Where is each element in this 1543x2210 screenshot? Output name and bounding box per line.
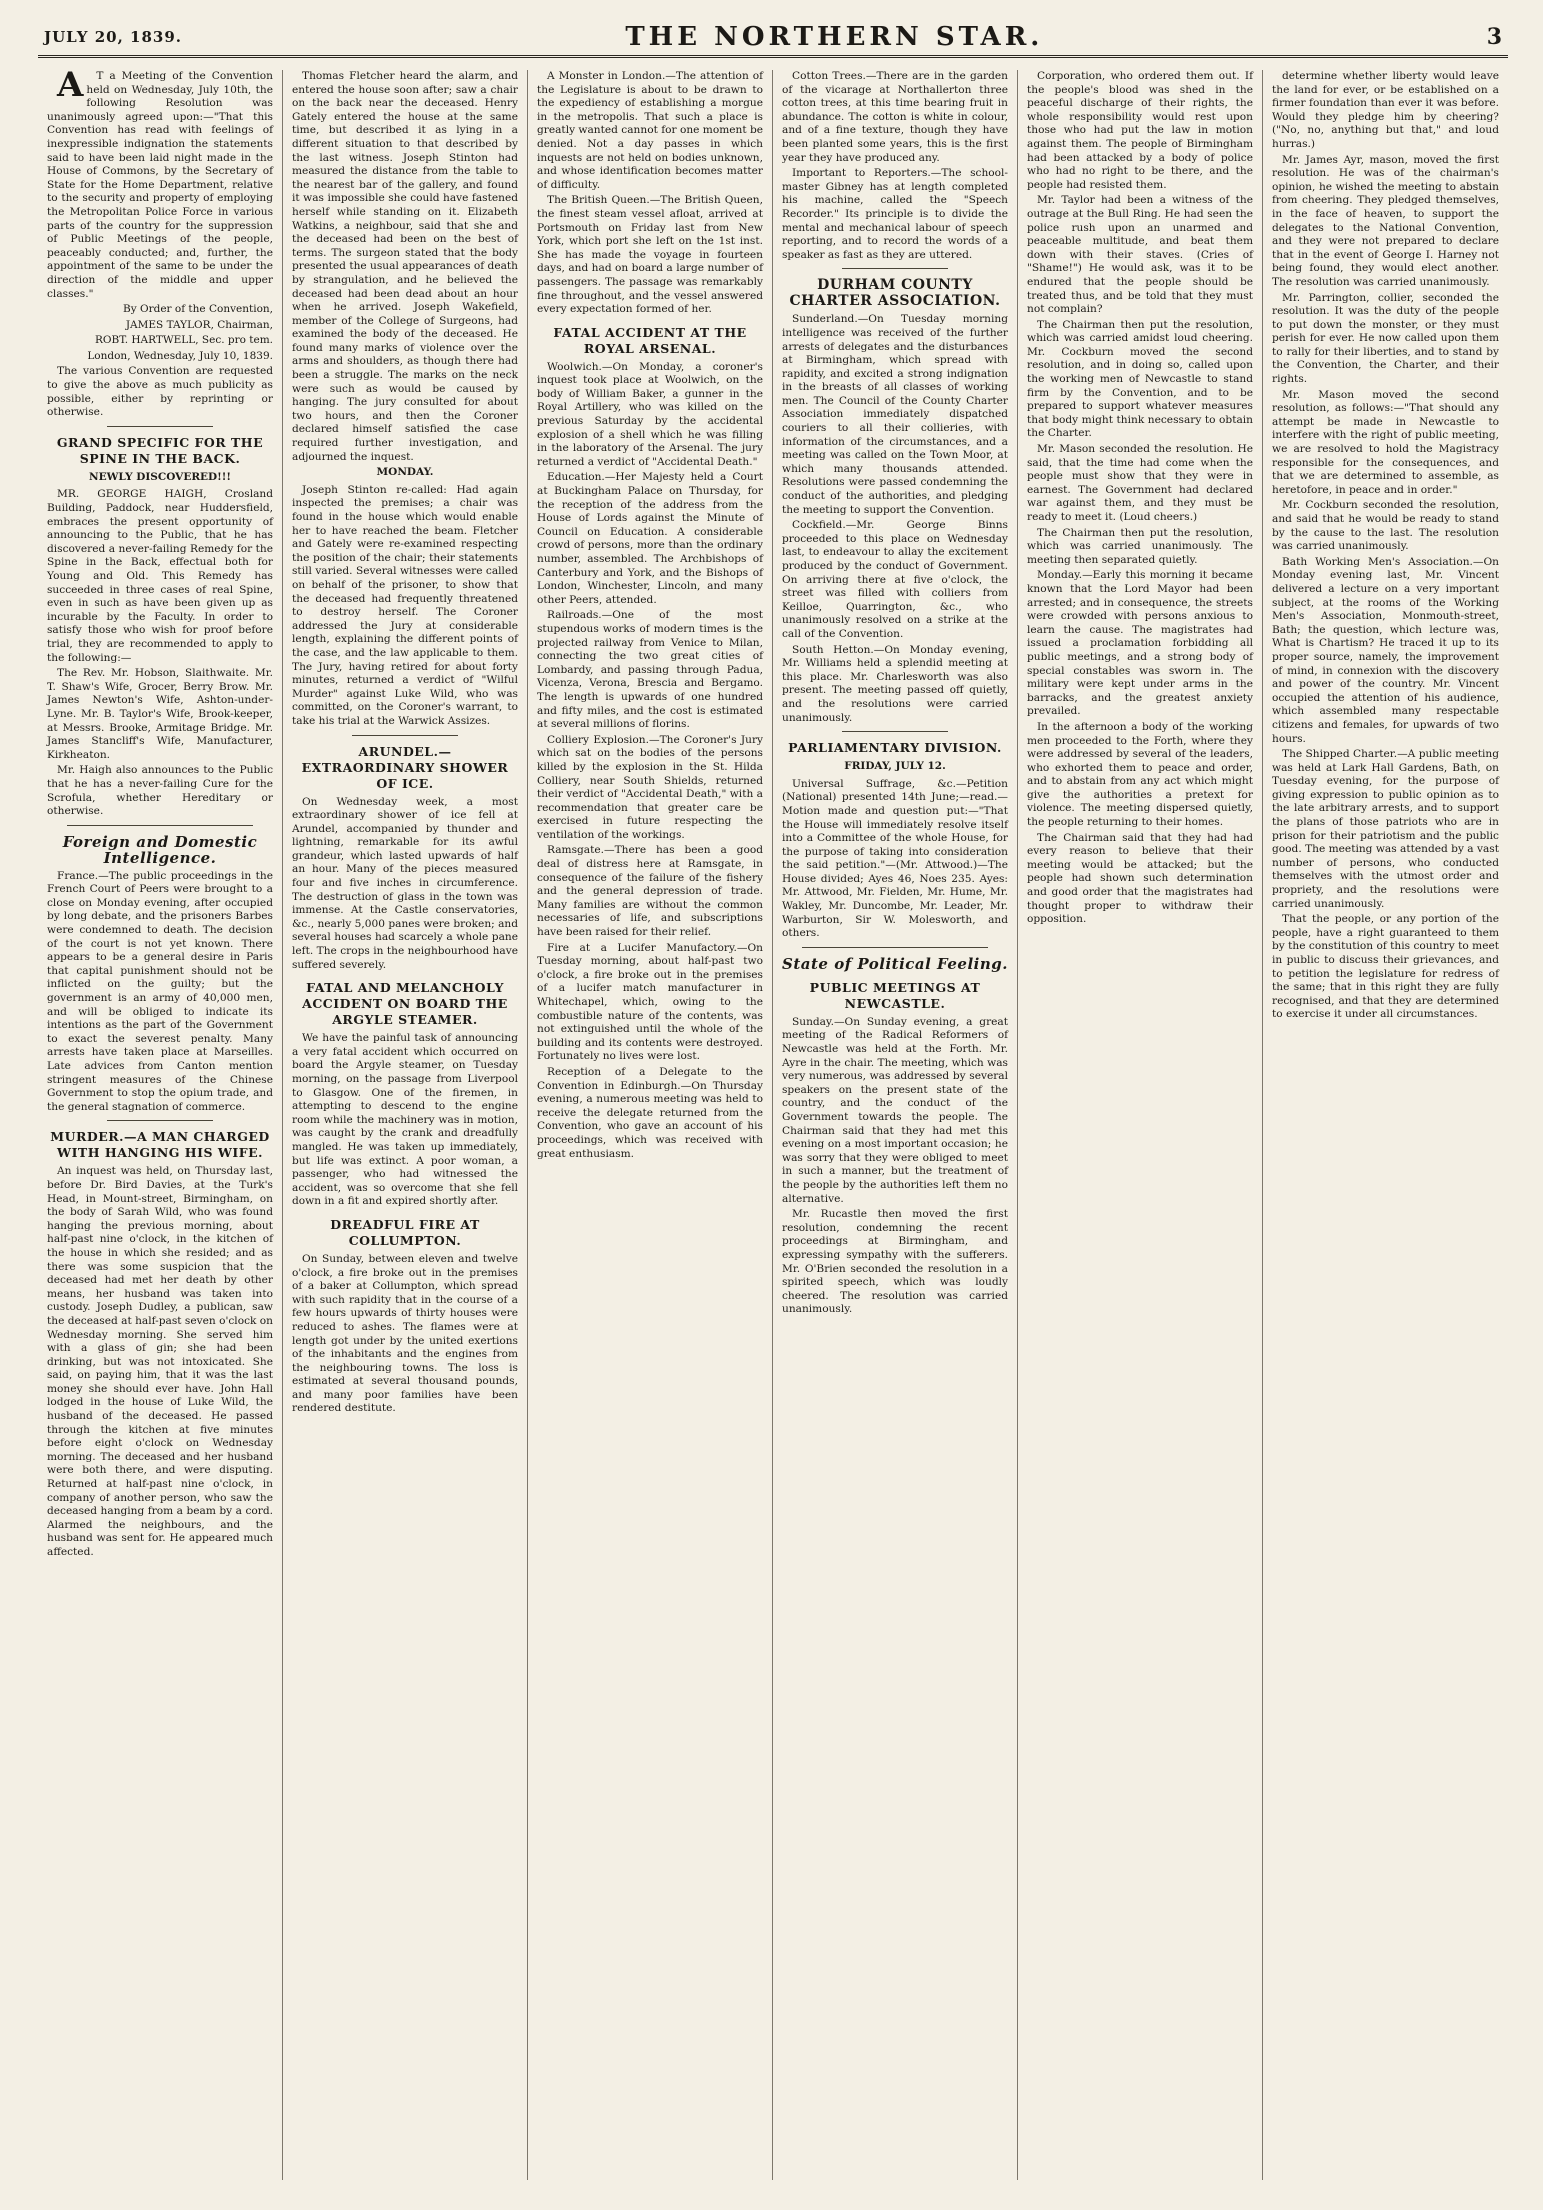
- signature-line: JAMES TAYLOR, Chairman,: [125, 318, 273, 331]
- page-number: 3: [1486, 23, 1502, 50]
- column-1: [38, 70, 283, 2180]
- column-6: [1263, 70, 1508, 2180]
- column-grid: [38, 70, 1508, 2180]
- headline: MURDER.—A MAN CHARGED WITH HANGING HIS WIFE.: [50, 1129, 270, 1161]
- article-text: Universal Suffrage, &c.—Petition (National) presented 14th June;—read.—Motion made and question put:—"That the House will immediately resolve itself into a Committee of the whole House, for the purpose of taking into consideration the said petition."—(Mr. Attwood.)—The House divided; Ayes 46, Noes 235. Ayes: Mr. Attwood, Mr. Fielden, Mr. Hume, Mr. Wakley, Mr. Duncombe, Mr. Leader, Mr. Warburton, Sir W. Molesworth, and others.: [782, 777, 1008, 940]
- article-text: On Wednesday week, a most extraordinary shower of ice fell at Arundel, accompanied by thunder and lightning, remarkable for its awful grandeur, which lasted upwards of half an hour. Many of the pieces measured four and five inches in circumference. The destruction of glass in the town was immense. At the Castle conservatories, &c., nearly 5,000 panes were broken; and several houses had scarcely a whole pane left. The crops in the neighbourhood have suffered severely.: [292, 795, 518, 971]
- article-text: On Sunday, between eleven and twelve o'clock, a fire broke out in the premises of a baker at Collumpton, which spread with such rapidity that in the course of a few hours upwards of thirty houses were reduced to ashes. The flames were at length got under by the united exertions of the inhabitants and the engines from the neighbouring towns. The loss is estimated at several thousand pounds, and many poor families have been rendered destitute.: [292, 1252, 518, 1415]
- section-headline: State of Political Feeling.: [782, 954, 1008, 973]
- headline: FATAL AND MELANCHOLY ACCIDENT ON BOARD THE ARGYLE STEAMER.: [302, 980, 508, 1028]
- subheadline: NEWLY DISCOVERED!!!: [89, 470, 231, 483]
- divider: [842, 731, 948, 732]
- article-text: Education.—Her Majesty held a Court at Buckingham Palace on Thursday, for the reception of the address from the House of Lords against the Minute of Council on Education. A considerable crowd of persons, more than the ordinary number, assembled. The Archbishops of Canterbury and York, and the Bishops of London, Winchester, Lincoln, and many other Peers, attended.: [537, 471, 763, 606]
- drop-cap: A: [57, 70, 84, 105]
- article-text: Mr. Cockburn seconded the resolution, and said that he would be ready to stand by the cause to the last. The resolution was carried unanimously.: [1272, 499, 1499, 553]
- article-text: A Monster in London.—The attention of the Legislature is about to be drawn to the expediency of establishing a morgue in the metropolis. That such a place is greatly wanted cannot for one moment be denied. Not a day passes in which inquests are not held on bodies unknown, and whose identification becomes matter of difficulty.: [537, 70, 764, 191]
- article-text: Woolwich.—On Monday, a coroner's inquest took place at Woolwich, on the body of William Baker, a gunner in the Royal Artillery, who was killed on the previous Saturday by the accidental explosion of a shell which he was filling in the laboratory of the Arsenal. The jury returned a verdict of "Accidental Death.": [537, 360, 763, 468]
- article-text: The Chairman then put the resolution, which was carried amidst loud cheering. Mr. Cockburn moved the second resolution, and in doing so, called upon the working men of Newcastle to stand firm by the Convention, and to be prepared to support whatever measures that body might think necessary to obtain the Charter.: [1027, 318, 1253, 440]
- article-text: The various Convention are requested to give the above as much publicity as possible, either by reprinting or otherwise.: [47, 365, 273, 419]
- divider: [107, 426, 213, 427]
- divider: [67, 825, 253, 826]
- article-text: Mr. Parrington, collier, seconded the resolution. It was the duty of the people to put down the monster, or they must perish for ever. He now called upon them to rally for their liberties, and to stand by the Convention, the Charter, and their rights.: [1272, 291, 1499, 386]
- article-text: Monday.—Early this morning it became known that the Lord Mayor had been arrested; and in consequence, the streets were crowded with persons anxious to learn the cause. The magistrates had issued a proclamation forbidding all public meetings, and a strong body of special constables was sworn in. The military were kept under arms in the barracks, and the greatest anxiety prevailed.: [1027, 569, 1253, 718]
- headline: ARUNDEL.—EXTRAORDINARY SHOWER OF ICE.: [301, 743, 509, 791]
- article-text: Mr. Mason seconded the resolution. He said, that the time had come when the people must show that they were in earnest. The Government had declared war against them, and they must be ready to meet it. (Loud cheers.): [1027, 443, 1253, 523]
- article-text: Sunderland.—On Tuesday morning intelligence was received of the further arrests of delegates and the disturbances at Birmingham, which spread with rapidity, and excited a strong indignation in the breasts of all classes of working men. The Council of the County Charter Association immediately dispatched couriers to all their collieries, with information of the circumstances, and a meeting was called on the Town Moor, at which many thousands attended. Resolutions were passed condemning the conduct of the authorities, and pledging the meeting to support the Convention.: [782, 313, 1008, 516]
- masthead: [38, 18, 1508, 58]
- article-text: Colliery Explosion.—The Coroner's Jury which sat on the bodies of the persons killed by the explosion in the St. Hilda Colliery, near South Shields, returned their verdict of "Accidental Death," with a recommendation that greater care be exercised in future respecting the ventilation of the workings.: [537, 733, 763, 841]
- advertisement-text: Mr. Haigh also announces to the Public that he has a never-failing Cure for the Scrofula, whether Hereditary or otherwise.: [47, 764, 273, 818]
- column-2: [283, 70, 528, 2180]
- divider: [842, 268, 948, 269]
- article-text: Mr. James Ayr, mason, moved the first resolution. He was of the chairman's opinion, he wished the meeting to abstain from cheering. They pledged themselves, in the face of heaven, to support the delegates to the National Convention, and they were not prepared to declare that in the event of George I. Harney not being found, they would elect another. The resolution was carried unanimously.: [1272, 153, 1499, 288]
- subheadline: FRIDAY, JULY 12.: [844, 760, 946, 773]
- article-text: Sunday.—On Sunday evening, a great meeting of the Radical Reformers of Newcastle was held at the Forth. Mr. Ayre in the chair. The meeting, which was very numerous, was addressed by several speakers on the present state of the country, and the conduct of the Government towards the people. The Chairman said that they had met this evening on a most important occasion; he was sorry that they were obliged to meet in such a manner, but the treatment of the people by the authorities left them no alternative.: [782, 1015, 1008, 1205]
- headline: PARLIAMENTARY DIVISION.: [788, 740, 1002, 756]
- signature-line: By Order of the Convention,: [122, 303, 273, 316]
- article-text: Mr. Mason moved the second resolution, as follows:—"That should any attempt be made in Newcastle to interfere with the right of public meeting, we are resolved to hold the Magistracy responsible for the consequences, and that we are determined to assemble, as heretofore, in peace and in order.": [1272, 388, 1499, 496]
- divider: [352, 735, 458, 736]
- article-text: determine whether liberty would leave the land for ever, or be established on a firmer foundation than ever it was before. Would they pledge him by cheering? ("No, no, anything but that," and loud hurras.): [1272, 70, 1499, 150]
- article-text: Mr. Rucastle then moved the first resolution, condemning the recent proceedings at Birmingham, and expressing sympathy with the sufferers. Mr. O'Brien seconded the resolution in a spirited speech, which was loudly cheered. The resolution was carried unanimously.: [782, 1208, 1008, 1316]
- section-headline: Foreign and Domestic Intelligence.: [62, 832, 258, 867]
- signature-line: London, Wednesday, July 10, 1839.: [87, 349, 273, 362]
- article-text: That the people, or any portion of the people, have a right guaranteed to them by the constitution of this country to meet in public to discuss their grievances, and to petition the legislature for redress of the same; that in this right they are fully recognised, and that they are determined to exercise it under all circumstances.: [1272, 913, 1499, 1021]
- article-text: The British Queen.—The British Queen, the finest steam vessel afloat, arrived at Portsmouth on Friday last from New York, which port she left on the 1st inst. She has made the voyage in fourteen days, and had on board a large number of passengers. The passage was remarkably fine throughout, and the vessel answered every expectation formed of her.: [537, 194, 763, 316]
- article-text: Important to Reporters.—The school-master Gibney has at length completed his machine, called the "Speech Recorder." Its principle is to divide the mental and mechanical labour of speech reporting, and to record the words of a speaker as fast as they are uttered.: [782, 167, 1008, 261]
- newspaper-page: [38, 18, 1508, 2188]
- paper-title: THE NORTHERN STAR.: [625, 21, 1044, 52]
- headline: DREADFUL FIRE AT COLLUMPTON.: [330, 1216, 480, 1248]
- article-text: Railroads.—One of the most stupendous works of modern times is the projected railway from Venice to Milan, connecting the two great cities of Lombardy, and passing through Padua, Vicenza, Verona, Brescia and Bergamo. The length is upwards of one hundred and fifty miles, and the cost is estimated at several millions of florins.: [537, 609, 763, 731]
- signature-line: ROBT. HARTWELL, Sec. pro tem.: [95, 334, 273, 347]
- issue-date: JULY 20, 1839.: [44, 27, 182, 46]
- article-text: The Chairman said that they had had every reason to believe that their meeting would be attacked; but the people had shown such determination and good order that the magistrates had thought proper to withdraw their opposition.: [1027, 831, 1253, 926]
- article-text: Cockfield.—Mr. George Binns proceeded to this place on Wednesday last, to endeavour to allay the excitement produced by the conduct of Government. On arriving there at five o'clock, the street was filled with colliers from Keilloe, Quarrington, &c., who unanimously resolved on a strike at the call of the Convention.: [782, 519, 1008, 640]
- article-text: Cotton Trees.—There are in the garden of the vicarage at Northallerton three cotton trees, at this time bearing fruit in abundance. The cotton is white in colour, and of a fine texture, though they have been planted some years, this is the first year they have produced any.: [782, 70, 1008, 164]
- article-text: Mr. Taylor had been a witness of the outrage at the Bull Ring. He had seen the police rush upon an unarmed and peaceable multitude, and beat them down with their staves. (Cries of "Shame!") He would ask, was it to be endured that the people should be treated thus, and be told that they must not complain?: [1027, 194, 1253, 316]
- divider: [802, 947, 988, 948]
- article-text: Corporation, who ordered them out. If the people's blood was shed in the peaceful discharge of their rights, the whole responsibility would rest upon those who had put the law in motion against them. The people of Birmingham had been attacked by a body of police who had no right to be there, and the people had resisted them.: [1027, 70, 1253, 191]
- subheadline: MONDAY.: [376, 466, 434, 479]
- article-text: An inquest was held, on Thursday last, before Dr. Bird Davies, at the Turk's Head, in Mount-street, Birmingham, on the body of Sarah Wild, who was found hanging the previous morning, about half-past nine o'clock, in the kitchen of the house in which she resided; and as there was some suspicion that the deceased had met her death by other means, her husband was taken into custody. Joseph Dudley, a publican, saw the deceased at half-past seven o'clock on Wednesday morning. She served him with a glass of gin; she had been drinking, but was not intoxicated. She said, on paying him, that it was the last money she should ever have. John Hall lodged in the house of Luke Wild, the husband of the deceased. He passed through the kitchen at five minutes before eight o'clock on Wednesday morning. The deceased and her husband were both there, and were disputing. Returned at half-past nine o'clock, in company of another person, who saw the deceased hanging from a beam by a cord. Alarmed the neighbours, and the husband was sent for. He appeared much affected.: [47, 1165, 273, 1558]
- column-5: [1018, 70, 1263, 2180]
- article-text: In the afternoon a body of the working men proceeded to the Forth, where they were addressed by several of the leaders, who exhorted them to peace and order, and to abstain from any act which might give the authorities a pretext for violence. The meeting dispersed quietly, the people returning to their homes.: [1027, 720, 1253, 829]
- article-text: The Chairman then put the resolution, which was carried unanimously. The meeting then separated quietly.: [1027, 526, 1253, 566]
- headline: DURHAM COUNTY CHARTER ASSOCIATION.: [789, 277, 1001, 310]
- headline: PUBLIC MEETINGS AT NEWCASTLE.: [809, 979, 981, 1011]
- column-3: [528, 70, 773, 2180]
- article-text: We have the painful task of announcing a very fatal accident which occurred on board the Argyle steamer, on Tuesday morning, on the passage from Liverpool to Glasgow. One of the firemen, in attempting to descend to the engine room while the machinery was in motion, was caught by the crank and dreadfully mangled. He was taken up immediately, but life was extinct. A poor woman, a passenger, who had witnessed the accident, was so overcome that she fell down in a fit and expired shortly after.: [292, 1032, 518, 1208]
- advertisement-text: The Rev. Mr. Hobson, Slaithwaite. Mr. T. Shaw's Wife, Grocer, Berry Brow. Mr. James Newton's Wife, Ashton-under-Lyne. Mr. B. Taylor's Wife, Brook-keeper, at Messrs. Brooke, Armitage Bridge. Mr. James Stancliff's Wife, Manufacturer, Kirkheaton.: [47, 667, 273, 761]
- article-text: South Hetton.—On Monday evening, Mr. Williams held a splendid meeting at this place. Mr. Charlesworth was also present. The meeting passed off quietly, and the resolutions were carried unanimously.: [782, 643, 1008, 724]
- article-text: France.—The public proceedings in the French Court of Peers were brought to a close on Monday evening, after occupied by long debate, and the prisoners Barbes were condemned to death. The decision of the court is not yet known. There appears to be a general desire in Paris that capital punishment should not be inflicted on the guilty; but the government is an army of 40,000 men, and will be obliged to indicate its intentions as the part of the Government to exact the severest penalty. Many arrests have taken place at Marseilles. Late advices from Canton mention stringent measures of the Chinese Government to stop the opium trade, and the general stagnation of commerce.: [47, 869, 273, 1113]
- article-text: Ramsgate.—There has been a good deal of distress here at Ramsgate, in consequence of the failure of the fishery and the general depression of trade. Many families are without the common necessaries of life, and subscriptions have been raised for their relief.: [537, 844, 763, 939]
- convention-resolution: A T a Meeting of the Convention held on Wednesday, July 10th, the following Resolution was unanimously agreed upon:—"That this Convention has read with feelings of inexpressible indignation the statements said to have been laid night made in the House of Commons, by the Secretary of State for the Home Department, relative to the security and property of employing the Metropolitan Police Force in various parts of the country for the suppression of Public Meetings of the people, peaceably conducted; and, further, the appointment of the same to be under the direction of the middle and upper classes.": [47, 70, 273, 300]
- article-text: Bath Working Men's Association.—On Monday evening last, Mr. Vincent delivered a lecture on a very important subject, at the rooms of the Working Men's Association, Monmouth-street, Bath; the question, which lecture was, What is Chartism? He traced it up to its proper source, namely, the improvement of mind, in connexion with the discovery and power of the country. Mr. Vincent occupied the attention of his audience, which assembled many respectable citizens and females, for upwards of two hours.: [1272, 555, 1499, 745]
- headline: FATAL ACCIDENT AT THE ROYAL ARSENAL.: [553, 324, 747, 356]
- advertisement-text: MR. GEORGE HAIGH, Crosland Building, Paddock, near Huddersfield, embraces the present opportunity of announcing to the Public, that he has discovered a never-failing Remedy for the Spine in the Back, effectual both for Young and Old. This Remedy has succeeded in three cases of real Spine, even in such as have been given up as incurable by the Faculty. In order to satisfy those who wish for proof before trial, they are recommended to apply to the following:—: [47, 488, 273, 664]
- divider: [107, 1120, 213, 1121]
- article-text: Fire at a Lucifer Manufactory.—On Tuesday morning, about half-past two o'clock, a fire broke out in the premises of a lucifer match manufacturer in Whitechapel, which, owing to the combustible nature of the contents, was not extinguished until the whole of the building and its contents were destroyed. Fortunately no lives were lost.: [537, 941, 763, 1063]
- article-text: Joseph Stinton re-called: Had again inspected the premises; a chair was found in the house which would enable her to have reached the beam. Fletcher and Gately were re-examined respecting the position of the chair; their statements still varied. Several witnesses were called on behalf of the prisoner, to show that the deceased had frequently threatened to destroy herself. The Coroner addressed the Jury at considerable length, explaining the different points of the case, and the law applicable to them. The Jury, having retired for about forty minutes, returned a verdict of "Wilful Murder" against Luke Wild, who was committed, on the Coroner's warrant, to take his trial at the Warwick Assizes.: [292, 483, 518, 727]
- article-text: Thomas Fletcher heard the alarm, and entered the house soon after; saw a chair on the back near the deceased. Henry Gately entered the house at the same time, but described it as lying in a different situation to that described by the last witness. Joseph Stinton had measured the distance from the table to the nearest bar of the gallery, and found it was impossible she could have fastened herself while standing on it. Elizabeth Watkins, a neighbour, said that she and the deceased had been on the best of terms. The surgeon stated that the body presented the usual appearances of death by strangulation, and he believed the deceased had been dead about an hour when he arrived. Joseph Wakefield, member of the College of Surgeons, had examined the body of the deceased. He found many marks of violence over the arms and shoulders, as though there had been a struggle. The marks on the neck were such as would be caused by hanging. The jury consulted for about two hours, and then the Coroner declared himself satisfied the case required further investigation, and adjourned the inquest.: [292, 70, 518, 463]
- column-4: [773, 70, 1018, 2180]
- article-text: The Shipped Charter.—A public meeting was held at Lark Hall Gardens, Bath, on Tuesday evening, for the purpose of giving expression to public opinion as to the late arbitrary arrests, and to support the plans of those patriots who are in prison for their patriotism and the public good. The meeting was attended by a vast number of persons, who conducted themselves with the utmost order and propriety, and the resolutions were carried unanimously.: [1272, 748, 1499, 910]
- headline: GRAND SPECIFIC FOR THE SPINE IN THE BACK.: [56, 434, 264, 466]
- article-text: Reception of a Delegate to the Convention in Edinburgh.—On Thursday evening, a numerous meeting was held to receive the delegate returned from the Convention, who gave an account of his proceedings, which was received with great enthusiasm.: [537, 1065, 763, 1160]
